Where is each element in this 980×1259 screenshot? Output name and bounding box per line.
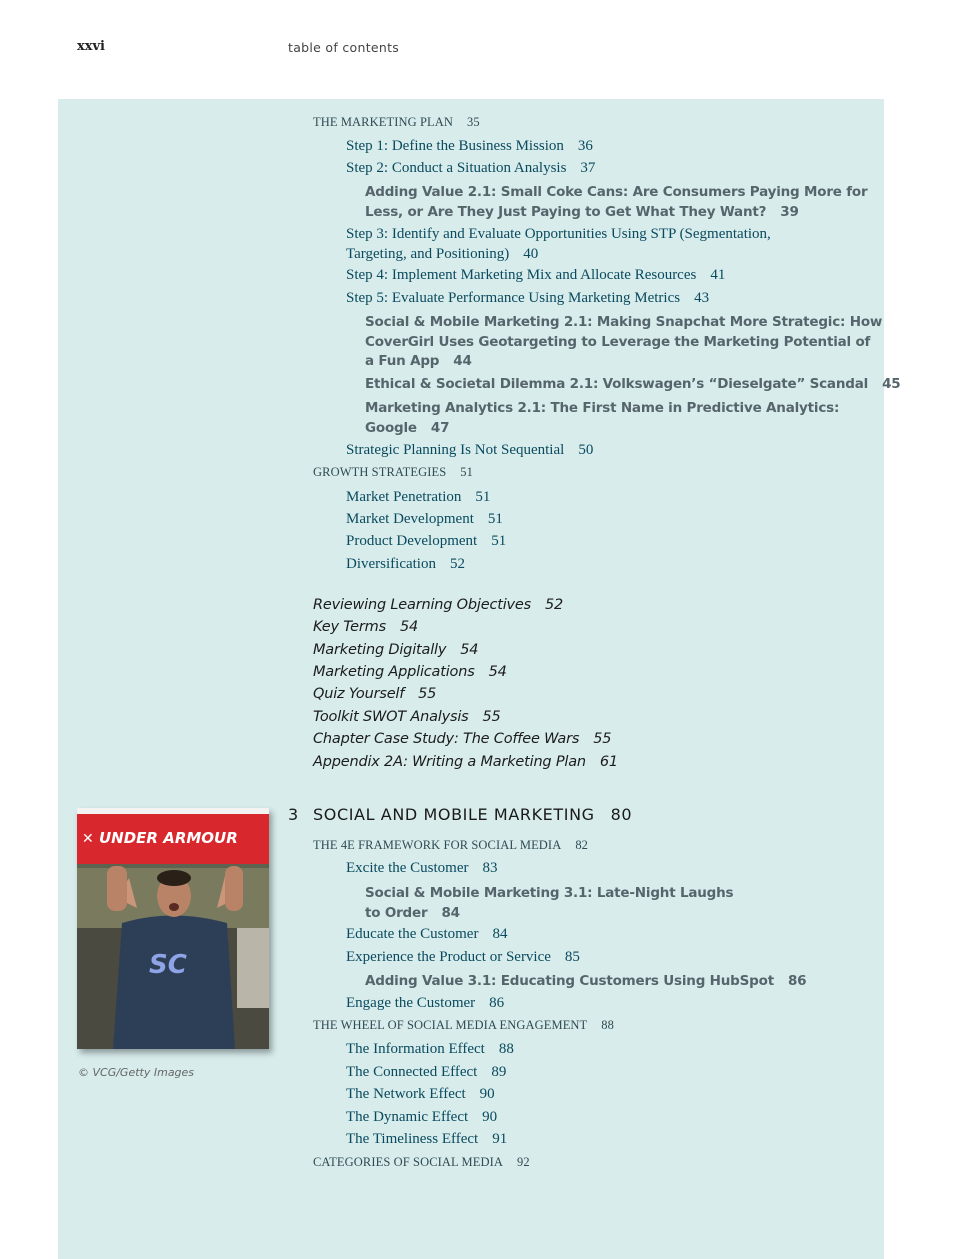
toc-page-number: 90 bbox=[479, 1086, 495, 1102]
toc-entry-text: Educate the Customer 84 bbox=[346, 926, 508, 942]
toc-entry-text: Less, or Are They Just Paying to Get What They Want? 39 bbox=[365, 203, 799, 220]
toc-end-matter-item[interactable]: Chapter Case Study: The Coffee Wars 55 bbox=[313, 731, 612, 747]
toc-entry-text: The Timeliness Effect 91 bbox=[346, 1131, 508, 1147]
page-number: xxvi bbox=[77, 39, 105, 54]
toc-end-matter-item[interactable]: Appendix 2A: Writing a Marketing Plan 61 bbox=[313, 754, 618, 770]
toc-page-number: 92 bbox=[517, 1155, 530, 1169]
toc-entry-text: Excite the Customer 83 bbox=[346, 860, 498, 876]
photo-illustration bbox=[77, 808, 269, 1049]
toc-end-matter-item[interactable]: Quiz Yourself 55 bbox=[313, 686, 437, 702]
toc-entry-text: Experience the Product or Service 85 bbox=[346, 949, 580, 965]
toc-entry-text: Social & Mobile Marketing 2.1: Making Snapchat More Strategic: How bbox=[365, 314, 883, 330]
chapter-number: 3 bbox=[288, 805, 299, 824]
running-head: table of contents bbox=[288, 40, 400, 55]
toc-entry-text: Targeting, and Positioning) 40 bbox=[346, 245, 539, 262]
toc-page-number: 89 bbox=[491, 1064, 507, 1080]
toc-page-number: 50 bbox=[578, 442, 594, 458]
toc-page-number: 83 bbox=[482, 860, 498, 876]
toc-entry-text: Ethical & Societal Dilemma 2.1: Volkswagen’s “Dieselgate” Scandal 45 bbox=[365, 376, 901, 392]
toc-entry-text: Adding Value 2.1: Small Coke Cans: Are Consumers Paying More for bbox=[365, 184, 868, 200]
toc-entry-text: Google 47 bbox=[365, 419, 450, 436]
toc-page-number: 84 bbox=[441, 904, 460, 921]
toc-page-number: 36 bbox=[577, 138, 593, 154]
toc-page-number: 51 bbox=[475, 489, 491, 505]
toc-section-heading: CATEGORIES OF SOCIAL MEDIA 92 bbox=[313, 1155, 530, 1169]
svg-text:✕: ✕ bbox=[82, 831, 94, 847]
toc-page-number: 88 bbox=[498, 1041, 514, 1057]
toc-entry-text: CoverGirl Uses Geotargeting to Leverage the Marketing Potential of bbox=[365, 333, 871, 350]
toc-entry-text: Step 4: Implement Marketing Mix and Allocate Resources 41 bbox=[346, 267, 726, 283]
toc-page-number: 35 bbox=[466, 115, 480, 129]
toc-end-matter-item[interactable]: Reviewing Learning Objectives 52 bbox=[313, 597, 564, 613]
toc-page-number: 47 bbox=[430, 419, 450, 436]
chapter-photo bbox=[77, 808, 269, 1049]
toc-entry-text: Strategic Planning Is Not Sequential 50 bbox=[346, 442, 594, 458]
toc-page-number: 39 bbox=[780, 203, 799, 220]
toc-page-number: 51 bbox=[460, 465, 473, 479]
toc-section-heading: THE WHEEL OF SOCIAL MEDIA ENGAGEMENT 88 bbox=[313, 1018, 614, 1032]
toc-page-number: 55 bbox=[418, 686, 437, 702]
toc-page-number: 52 bbox=[449, 556, 465, 572]
toc-entry-text: Step 3: Identify and Evaluate Opportunities Using STP (Segmentation, bbox=[346, 226, 771, 242]
toc-page-number: 51 bbox=[491, 533, 507, 549]
chapter-page-number: 80 bbox=[610, 805, 633, 824]
toc-entry-text: Diversification 52 bbox=[346, 556, 465, 572]
toc-entry-text: Step 1: Define the Business Mission 36 bbox=[346, 138, 593, 154]
toc-page-number: 85 bbox=[564, 949, 580, 965]
toc-entry-text: a Fun App 44 bbox=[365, 353, 472, 369]
toc-entry-text: Social & Mobile Marketing 3.1: Late-Night Laughs bbox=[365, 885, 734, 901]
toc-page-number: 54 bbox=[399, 619, 418, 635]
toc-end-matter-item[interactable]: Toolkit SWOT Analysis 55 bbox=[313, 709, 501, 725]
toc-page-number: 82 bbox=[575, 838, 589, 852]
toc-page-number: 86 bbox=[489, 995, 505, 1011]
toc-page-number: 91 bbox=[492, 1131, 508, 1147]
toc-entry-text: The Information Effect 88 bbox=[346, 1041, 514, 1057]
photo-credit: © VCG/Getty Images bbox=[78, 1066, 195, 1079]
toc-entry-text: The Dynamic Effect 90 bbox=[346, 1109, 498, 1125]
toc-page-number: 52 bbox=[545, 597, 564, 613]
toc-page-number: 55 bbox=[482, 709, 501, 725]
toc-page-number: 86 bbox=[787, 973, 807, 989]
toc-page-number: 55 bbox=[593, 731, 612, 747]
toc-page-number: 45 bbox=[882, 376, 901, 392]
toc-end-matter-item[interactable]: Key Terms 54 bbox=[313, 619, 418, 635]
toc-page-number: 54 bbox=[488, 664, 507, 680]
toc-page-number: 44 bbox=[453, 353, 472, 369]
toc-page-number: 37 bbox=[580, 160, 596, 176]
toc-page-number: 41 bbox=[710, 267, 726, 283]
toc-page-number: 90 bbox=[482, 1109, 498, 1125]
shirt-text: SC bbox=[149, 950, 187, 980]
toc-end-matter-item[interactable]: Marketing Digitally 54 bbox=[313, 642, 479, 658]
toc-entry-text: Step 5: Evaluate Performance Using Marketing Metrics 43 bbox=[346, 290, 710, 306]
toc-page-number: 84 bbox=[492, 926, 508, 942]
toc-entry-text: Step 2: Conduct a Situation Analysis 37 bbox=[346, 160, 596, 176]
toc-section-heading: THE MARKETING PLAN 35 bbox=[313, 115, 480, 129]
toc-section-heading: THE 4E FRAMEWORK FOR SOCIAL MEDIA 82 bbox=[313, 838, 589, 852]
toc-page-number: 51 bbox=[487, 511, 503, 527]
toc-page-number: 61 bbox=[599, 754, 618, 770]
toc-entry-text: Product Development 51 bbox=[346, 533, 507, 549]
toc-entry-text: The Network Effect 90 bbox=[346, 1086, 495, 1102]
toc-end-matter-item[interactable]: Marketing Applications 54 bbox=[313, 664, 507, 680]
toc-page-number: 88 bbox=[601, 1018, 614, 1032]
toc-entry-text: Adding Value 3.1: Educating Customers Using HubSpot 86 bbox=[365, 973, 807, 989]
banner-text: UNDER ARMOUR bbox=[99, 829, 238, 847]
toc-page-number: 43 bbox=[694, 290, 710, 306]
toc-page-number: 40 bbox=[523, 245, 539, 262]
toc-entry-text: The Connected Effect 89 bbox=[346, 1064, 507, 1080]
toc-entry-text: Market Penetration 51 bbox=[346, 489, 491, 505]
toc-section-heading: GROWTH STRATEGIES 51 bbox=[313, 465, 473, 479]
toc-entry-text: Engage the Customer 86 bbox=[346, 995, 505, 1011]
toc-page-number: 54 bbox=[460, 642, 479, 658]
chapter-title[interactable]: SOCIAL AND MOBILE MARKETING 80 bbox=[313, 805, 633, 824]
toc-entry-text: Market Development 51 bbox=[346, 511, 503, 527]
toc-entry-text: Marketing Analytics 2.1: The First Name in Predictive Analytics: bbox=[365, 400, 840, 416]
toc-entry-text: to Order 84 bbox=[365, 904, 460, 921]
